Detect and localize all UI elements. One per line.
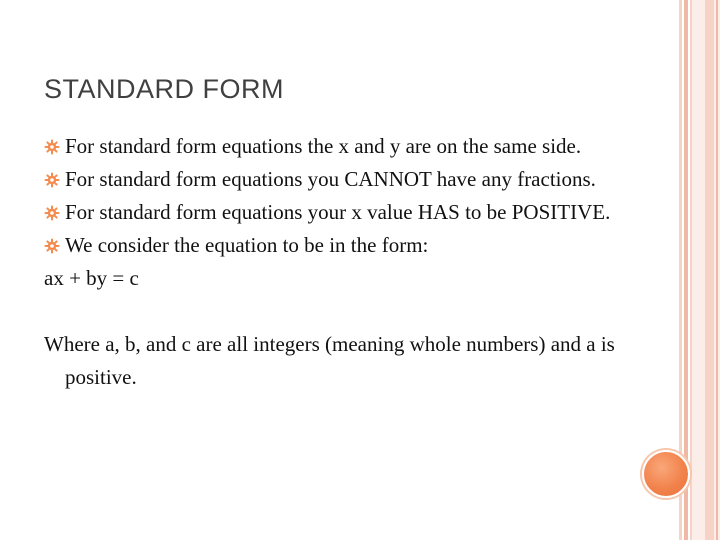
gear-flower-icon <box>44 139 60 155</box>
decorative-stripe <box>690 0 692 540</box>
bullet-text: For standard form equations your x value HAS to be POSITIVE. <box>65 200 611 224</box>
bullet-text: For standard form equations the x and y are on the same side. <box>65 134 582 158</box>
spacer <box>44 295 644 328</box>
gear-flower-icon <box>44 238 60 254</box>
bullet-text: For standard form equations you CANNOT have any fractions. <box>65 167 596 191</box>
decorative-circle <box>642 450 690 498</box>
slide-title: STANDARD FORM <box>44 74 284 104</box>
bullet-item <box>44 130 644 163</box>
decorative-stripe <box>705 0 714 540</box>
note-text: Where a, b, and c are all integers (meaning whole numbers) and a is positive. <box>44 332 615 389</box>
bullet-item <box>44 196 644 229</box>
bullet-text: We consider the equation to be in the form: <box>65 233 429 257</box>
decorative-stripe <box>716 0 718 540</box>
gear-flower-icon <box>44 205 60 221</box>
equation-text: ax + by = c <box>44 266 139 290</box>
bullet-item <box>44 163 644 196</box>
slide-body <box>44 130 644 394</box>
gear-flower-icon <box>44 172 60 188</box>
bullet-item <box>44 229 644 262</box>
